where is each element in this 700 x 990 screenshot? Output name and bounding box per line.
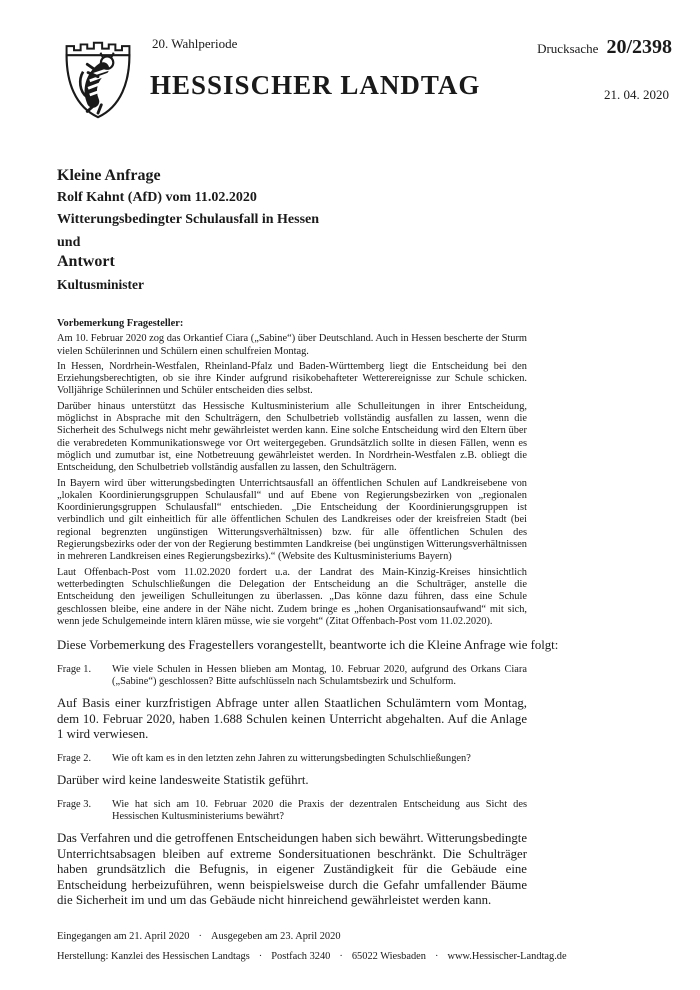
separator-dot: · xyxy=(435,951,439,962)
wahlperiode-label: 20. Wahlperiode xyxy=(152,36,238,51)
imprint-website: www.Hessischer-Landtag.de xyxy=(447,951,567,962)
document-date: 21. 04. 2020 xyxy=(604,87,669,102)
drucksache-number: 20/2398 xyxy=(606,36,672,58)
separator-dot: · xyxy=(258,951,263,962)
question-block-3 xyxy=(57,799,527,824)
title-block xyxy=(57,167,319,293)
answer-text-2: Darüber wird keine landesweite Statistik geführt. xyxy=(57,773,309,788)
imprint-postbox: Postfach 3240 xyxy=(271,951,331,962)
preamble-paragraph: In Bayern wird über witterungsbedingten Unterrichtsausfall an öffentlichen Schulen auf Landkreisebene von „lokalen Koordinierungsgruppen Schulausfall“ und auf Ebene von Regierungsbezirken von „regionalen Koordinierungsgruppen Schulausfall“ entschieden. „Die Entscheidung der Koordinierungsgruppen ist verbindlich und gilt einheitlich für alle öffentlichen Schulen des Landkreises oder der kreisfreien Stadt (bei regional begrenzten ungünstigen Witterungsverhältnissen) bzw. für alle öffentlichen Schulen des Regierungsbezirks oder der von der Regierung bestimmten Landkreise (bei ungünstigen Witterungsverhältnissen in mehreren Landkreisen eines Regierungsbezirks).“ (Website des Kultusministeriums Bayern) xyxy=(57,477,527,563)
subject-line: Witterungsbedingter Schulausfall in Hessen xyxy=(57,212,320,228)
preamble-paragraph: In Hessen, Nordrhein-Westfalen, Rheinland-Pfalz und Baden-Württemberg liegt die Entscheidung bei den Erziehungsberechtigten, ob sie ihre Kinder aufgrund risikobehafteter Wetterereignisse zur Schule schicken. Volljährige Schülerinnen und Schüler entscheiden dies selbst. xyxy=(57,360,527,397)
responder-line: Kultusminister xyxy=(57,277,145,293)
preamble-paragraph: Am 10. Februar 2020 zog das Orkantief Ciara („Sabine“) über Deutschland. Auch in Hessen bescherte der Sturm vielen Schülerinnen und Schülern einen schulfreien Montag. xyxy=(57,333,527,357)
answer-text-3: Das Verfahren und die getroffenen Entscheidungen haben sich bewährt. Witterungsbedingte Unterrichtsabsagen bleiben auf extreme Sondersituationen beschränkt. Die Schulträger haben grundsätzlich die Befugnis, in eigener Zuständigkeit für die Gebäude eine Entscheidung herbeizuführen, wenn beispielsweise durch die Gefahr umfallender Bäume die Sicherheit im und um das Gebäude nicht hinreichend gewährleistet werden kann. xyxy=(57,831,527,908)
separator-dot: · xyxy=(339,951,343,962)
preamble-paragraph: Laut Offenbach-Post vom 11.02.2020 fordert u.a. der Landrat des Main-Kinzig-Kreises hinsichtlich wetterbedingten Schulschließungen die Delegation der Entscheidung an die Schulträger, anstelle die Entscheidung den jeweiligen Schulleitungen zu überlassen. „Das könne dazu führen, dass eine Schule geschlossen bleibe, eine andere in der Nähe nicht. Zudem bringe es „hohen Organisationsaufwand“ mit sich, wenn jede Schulgemeinde intern klären müsse, wie sie vorgeht“ (Zitat Offenbach-Post vom 11.02.2020). xyxy=(57,566,527,627)
question-block-1 xyxy=(57,664,527,689)
separator-dot: · xyxy=(198,931,202,942)
preamble-paragraph: Darüber hinaus unterstützt das Hessische Kultusministerium alle Schulleitungen in ihrer Entscheidung, möglichst in Absprache mit den Schulträgern, den Schulbetrieb vollständig ausfallen zu lassen, wenn die Sicherheit des Schulwegs nicht mehr gewährleistet werden kann. Eine solche Entscheidung wird den Eltern über die verabredeten Kommunikationswege vor Ort weitergegeben. Grundsätzlich sollte in diesen Fällen, wenn es möglich und zumutbar ist, eine Notbetreuung gewährleistet werden. In Nordrhein-Westfalen z.B. obliegt die Entscheidung, den Schulbetrieb vollständig ausfallen zu lassen, den Schulträgern. xyxy=(57,400,527,474)
question-block-2 xyxy=(57,753,527,765)
question-label: Frage 2. xyxy=(57,752,92,764)
institution-title: HESSISCHER LANDTAG xyxy=(150,70,481,100)
question-text: Wie hat sich am 10. Februar 2020 die Praxis der dezentralen Entscheidung aus Sicht des Hessischen Kultusministeriums bewährt? xyxy=(112,798,527,822)
footer-dates-row xyxy=(57,931,567,943)
drucksache-block xyxy=(537,36,672,59)
received-date: Eingegangen am 21. April 2020 xyxy=(57,931,190,942)
question-text: Wie oft kam es in den letzten zehn Jahren zu witterungsbedingten Schulschließungen? xyxy=(112,752,471,764)
answer-text-1: Auf Basis einer kurzfristigen Abfrage unter allen Staatlichen Schulämtern vom Montag, dem 10. Februar 2020, haben 1.688 Schulen keinen Unterricht abgehalten. Auf die Anlage 1 wird verwiesen. xyxy=(57,696,527,742)
response-heading: Antwort xyxy=(57,253,115,271)
drucksache-label: Drucksache xyxy=(537,41,599,56)
transition-sentence: Diese Vorbemerkung des Fragestellers vorangestellt, beantworte ich die Kleine Anfrage wie folgt: xyxy=(57,638,559,653)
issued-date: Ausgegeben am 23. April 2020 xyxy=(210,931,341,942)
footer-imprint-row xyxy=(57,951,567,963)
document-footer xyxy=(57,931,567,971)
imprint-producer: Herstellung: Kanzlei des Hessischen Landtags xyxy=(57,951,250,962)
question-text: Wie viele Schulen in Hessen blieben am Montag, 10. Februar 2020, aufgrund des Orkans Ciara („Sabine“) geschlossen? Bitte aufschlüsseln nach Schulamtsbezirk und Schulform. xyxy=(112,663,527,687)
imprint-city: 65022 Wiesbaden xyxy=(351,951,426,962)
question-label: Frage 3. xyxy=(57,798,92,810)
question-label: Frage 1. xyxy=(57,663,92,675)
author-line: Rolf Kahnt (AfD) vom 11.02.2020 xyxy=(57,189,257,205)
connector-line: und xyxy=(57,234,81,250)
hessen-coat-of-arms-icon xyxy=(56,37,140,123)
doc-type-heading: Kleine Anfrage xyxy=(57,167,161,184)
preamble-heading: Vorbemerkung Fragesteller: xyxy=(57,318,184,329)
document-body xyxy=(57,318,559,909)
